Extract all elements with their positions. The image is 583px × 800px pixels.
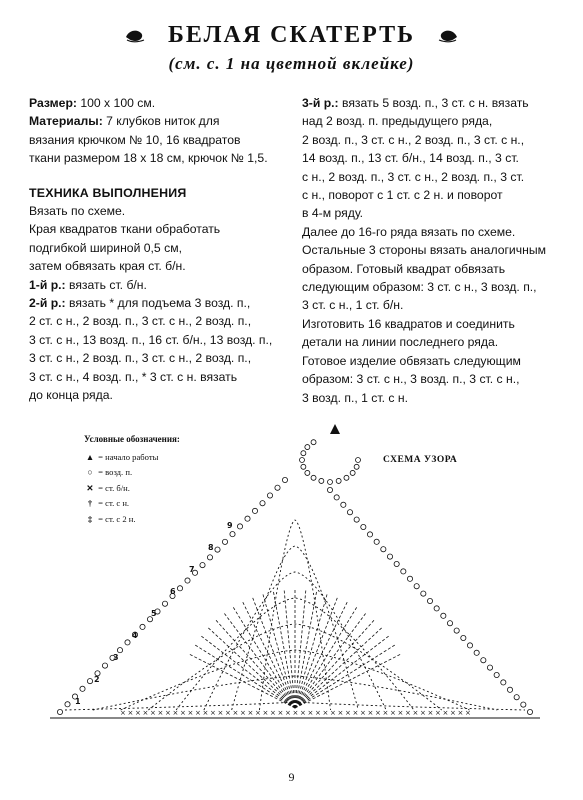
chain-loop (57, 709, 62, 714)
chain-loop (65, 702, 70, 707)
chain-loop (80, 686, 85, 691)
text-line (302, 168, 564, 186)
legend-symbol-icon: ▲ (85, 451, 95, 462)
page-subtitle: (см. с. 1 на цветной вклейке) (168, 54, 415, 73)
chain-loop (381, 547, 386, 552)
scheme-label: СХЕМА УЗОРА (383, 455, 458, 465)
line-text: 100 х 100 см. (76, 96, 156, 110)
text-line (302, 260, 564, 278)
line-label: 2-й р.: (29, 296, 66, 311)
text-line (302, 278, 564, 296)
chain-loop (260, 501, 265, 506)
legend-symbol-icon: ○ (87, 467, 93, 477)
line-text: над 2 возд. п. предыдущего ряда, (302, 114, 493, 129)
line-text: ткани размером 18 х 18 см, крючок № 1,5. (29, 151, 268, 166)
chain-loop (87, 678, 92, 683)
chain-loop (102, 663, 107, 668)
legend-item (84, 465, 234, 481)
text-line (29, 149, 291, 167)
line-text: образом: 3 ст. с н., 3 возд. п., 3 ст. с н., (302, 372, 520, 387)
stitch-mark: × (277, 709, 284, 717)
legend-label: = начало работы (98, 451, 159, 462)
stitch-mark: × (292, 709, 299, 717)
chain-loop (527, 709, 532, 714)
chain-loop (474, 650, 479, 655)
chain-loop (230, 532, 235, 537)
chain-loop (467, 643, 472, 648)
row-number-label: 9 (227, 521, 233, 530)
line-text: 3 ст. с н., 13 возд. п., 16 ст. б/н., 13 возд. п., (29, 332, 273, 347)
line-text: образом. Готовый квадрат обвязать (302, 261, 506, 276)
chain-loop (215, 547, 220, 552)
text-line (29, 294, 291, 312)
chain-loop (334, 495, 339, 500)
stitch-mark: × (202, 709, 209, 717)
text-line (29, 349, 291, 367)
line-text: до конца ряда. (29, 388, 113, 403)
text-line (29, 239, 291, 257)
chain-loop (487, 665, 492, 670)
chain-loop (427, 598, 432, 603)
text-line (29, 220, 291, 238)
line-text: вязать 5 возд. п., 3 ст. с н. вязать (338, 96, 529, 110)
chain-loop (327, 487, 332, 492)
line-text: детали на линии последнего ряда. (302, 335, 499, 350)
chain-loop (481, 658, 486, 663)
text-line (29, 131, 291, 149)
stitch-mark: × (187, 709, 194, 717)
stitch-mark: × (315, 709, 321, 717)
legend-label: = ст. с н. (98, 498, 130, 508)
chain-loop (350, 470, 355, 475)
chain-loop (301, 464, 306, 469)
left-text-column (29, 94, 291, 405)
chain-loop (354, 517, 359, 522)
stitch-mark: × (375, 709, 381, 717)
chain-loop (387, 554, 392, 559)
chain-loop (177, 586, 182, 591)
stitch-mark: × (165, 709, 171, 717)
page-title: БЕЛАЯ СКАТЕРТЬ (168, 22, 415, 48)
stitch-mark: × (345, 709, 351, 717)
line-text: Остальные 3 стороны вязать аналогичным (302, 243, 546, 258)
line-text: в 4-м ряду. (302, 206, 364, 221)
text-line (302, 333, 564, 351)
text-line (29, 257, 291, 275)
chain-loop (125, 640, 130, 645)
chain-loop (374, 539, 379, 544)
chain-loop (185, 578, 190, 583)
chain-loop (311, 475, 316, 480)
chain-loop (328, 480, 333, 485)
row-number-label: 8 (208, 543, 214, 552)
stitch-mark: × (195, 709, 201, 717)
line-text: 2 возд. п., 3 ст. с н., 2 возд. п., 3 ст. с н., (302, 132, 525, 147)
legend-symbol-icon: ‡ (87, 513, 93, 524)
row-number-label: 2 (94, 675, 100, 684)
chain-loop (434, 606, 439, 611)
chain-loop (507, 687, 512, 692)
legend-items (84, 450, 234, 528)
row-number-label: 1 (75, 697, 81, 706)
chain-loop (237, 524, 242, 529)
chain-loop (162, 601, 167, 606)
chain-loop (117, 648, 122, 653)
chain-loop (311, 440, 316, 445)
chain-loop (301, 451, 306, 456)
right-text-column (302, 94, 564, 407)
chain-loop (275, 485, 280, 490)
text-line (302, 370, 564, 388)
chain-loop (282, 477, 287, 482)
text-line (302, 204, 564, 222)
stitch-mark: × (360, 709, 366, 717)
line-text: с н., поворот с 1 ст. с 2 н. и поворот (302, 188, 503, 203)
text-line (29, 112, 291, 130)
stitch-mark: × (135, 709, 141, 717)
stitch-mark: × (337, 709, 344, 717)
line-label: Размер: (29, 96, 77, 110)
text-line (302, 131, 564, 149)
chain-loop (407, 576, 412, 581)
stitch-mark: × (247, 709, 254, 717)
fan-stitch (295, 635, 390, 708)
legend (84, 432, 234, 527)
chain-loop (441, 613, 446, 618)
line-label: Материалы: (29, 114, 103, 129)
text-line (302, 296, 564, 314)
page-number: 9 (288, 770, 295, 784)
text-line (29, 368, 291, 386)
stitch-mark: × (285, 709, 291, 717)
stitch-mark: × (397, 709, 404, 717)
line-text: 3 ст. с н., 1 ст. б/н. (302, 298, 404, 313)
legend-symbol-icon: † (87, 498, 93, 508)
line-text: вязать * для подъема 3 возд. п., (65, 296, 251, 311)
text-line (302, 352, 564, 370)
legend-label: = ст. б/н. (98, 482, 130, 493)
chain-loop (305, 445, 310, 450)
fan-stitch (188, 654, 295, 708)
text-line (302, 149, 564, 167)
stitch-mark: × (210, 709, 216, 717)
stitch-mark: × (390, 709, 396, 717)
stitch-mark: × (450, 709, 456, 717)
line-text: 14 возд. п., 13 ст. б/н., 14 возд. п., 3 ст. (302, 151, 519, 166)
stitch-mark: × (172, 709, 179, 717)
chain-loop (336, 478, 341, 483)
stitch-mark: × (150, 709, 156, 717)
stitch-mark: × (307, 709, 314, 717)
section-heading: ТЕХНИКА ВЫПОЛНЕНИЯ (29, 185, 187, 200)
chain-loop (501, 680, 506, 685)
chain-loop (454, 628, 459, 633)
stitch-mark: × (382, 709, 389, 717)
line-text: Вязать по схеме. (29, 204, 126, 219)
stitch-mark: × (457, 709, 464, 717)
stitch-mark: × (465, 709, 471, 717)
text-line (302, 94, 564, 112)
legend-label: = возд. п. (98, 467, 133, 477)
chain-loop (354, 464, 359, 469)
text-line (302, 315, 564, 333)
stitch-mark: × (262, 709, 269, 717)
line-text: 3 ст. с н., 2 возд. п., 3 ст. с н., 2 возд. п., (29, 351, 252, 366)
fan-stitch (295, 600, 348, 708)
chain-loop (461, 635, 466, 640)
stitch-mark: × (142, 709, 149, 717)
chain-loop (319, 478, 324, 483)
chain-loop (347, 510, 352, 515)
stitch-mark: × (420, 709, 426, 717)
stitch-mark: × (322, 709, 329, 717)
fan-stitch (223, 612, 295, 708)
chain-loop (514, 695, 519, 700)
row-number-label: 4 (132, 631, 138, 640)
leaf-ornament-icon (124, 28, 146, 44)
line-text: Готовое изделие обвязать следующим (302, 353, 521, 368)
chain-loop (305, 470, 310, 475)
stitch-mark: × (127, 709, 134, 717)
leaf-ornament-icon (437, 28, 459, 44)
stitch-mark: × (405, 709, 411, 717)
chain-loop (252, 508, 257, 513)
legend-item (84, 481, 234, 497)
row-number-label: 6 (170, 587, 176, 596)
chain-loop (447, 621, 452, 626)
legend-item (84, 450, 234, 466)
line-label: 3-й р.: (302, 96, 339, 110)
chain-loop (394, 561, 399, 566)
legend-label: = ст. с 2 н. (98, 513, 136, 524)
row-number-label: 5 (151, 609, 157, 618)
line-text: вязания крючком № 10, 16 квадратов (29, 132, 241, 147)
chain-loop (414, 584, 419, 589)
chain-loop (494, 672, 499, 677)
legend-item (84, 496, 234, 512)
stitch-mark: × (427, 709, 434, 717)
chain-loop (245, 516, 250, 521)
stitch-mark: × (270, 709, 276, 717)
chain-loop (207, 555, 212, 560)
text-line (29, 276, 291, 294)
chain-loop (300, 458, 305, 463)
text-line (302, 112, 564, 130)
stitch-mark: × (217, 709, 224, 717)
stitch-mark: × (255, 709, 261, 717)
chain-loop (356, 458, 361, 463)
text-line (29, 202, 291, 220)
chain-loop (341, 502, 346, 507)
line-text: Далее до 16-го ряда вязать по схеме. (302, 224, 516, 239)
text-line (302, 223, 564, 241)
chain-loop (344, 475, 349, 480)
fan-stitch (200, 635, 295, 708)
start-marker-icon (330, 424, 340, 434)
line-text: 3 ст. с н., 4 возд. п., * 3 ст. с н. вязать (29, 369, 238, 384)
title-row (0, 22, 583, 49)
line-text: вязать ст. б/н. (65, 277, 147, 292)
chain-loop (367, 532, 372, 537)
stitch-mark: × (232, 709, 239, 717)
chain-loop (421, 591, 426, 596)
stitch-mark: × (120, 709, 126, 717)
text-line (302, 241, 564, 259)
stitch-mark: × (435, 709, 441, 717)
stitch-mark: × (180, 709, 186, 717)
stitch-mark: × (300, 709, 306, 717)
line-text: 3 возд. п., 1 ст. с н. (302, 390, 408, 405)
chain-loop (401, 569, 406, 574)
text-line (29, 386, 291, 404)
line-text: 2 ст. с н., 2 возд. п., 3 ст. с н., 2 возд. п., (29, 314, 252, 329)
line-label: 1-й р.: (29, 277, 66, 292)
stitch-mark: × (412, 709, 419, 717)
line-text: 7 клубков ниток для (102, 114, 220, 129)
stitch-mark: × (330, 709, 336, 717)
line-text: Изготовить 16 квадратов и соединить (302, 316, 515, 331)
line-text: Края квадратов ткани обработать (29, 222, 221, 237)
stitch-mark: × (240, 709, 246, 717)
chain-loop (140, 624, 145, 629)
line-text: подгибкой шириной 0,5 см, (29, 240, 182, 255)
legend-item (84, 512, 234, 528)
row-number-label: 3 (113, 653, 119, 662)
fan-stitch (284, 589, 295, 708)
row-number-label: 7 (189, 565, 195, 574)
fan-stitch (295, 612, 367, 708)
chain-loop (361, 524, 366, 529)
fan-stitch (242, 600, 295, 708)
stitch-mark: × (157, 709, 164, 717)
text-line (302, 389, 564, 407)
fan-stitch (295, 589, 306, 708)
line-text: с н., 2 возд. п., 3 ст. с н., 2 возд. п., 3 ст. (302, 169, 525, 184)
stitch-mark: × (352, 709, 359, 717)
text-line (29, 331, 291, 349)
chain-loop (222, 539, 227, 544)
stitch-mark: × (367, 709, 374, 717)
chain-loop (200, 562, 205, 567)
legend-symbol-icon: ✕ (86, 482, 94, 493)
line-text: следующим образом: 3 ст. с н., 3 возд. п., (302, 280, 537, 295)
chain-loop (521, 702, 526, 707)
line-text: затем обвязать края ст. б/н. (29, 259, 186, 274)
stitch-mark: × (442, 709, 449, 717)
text-line (302, 186, 564, 204)
chain-loop (267, 493, 272, 498)
text-line (29, 312, 291, 330)
stitch-mark: × (225, 709, 231, 717)
text-line (29, 94, 291, 112)
legend-title: Условные обозначения: (84, 434, 180, 444)
